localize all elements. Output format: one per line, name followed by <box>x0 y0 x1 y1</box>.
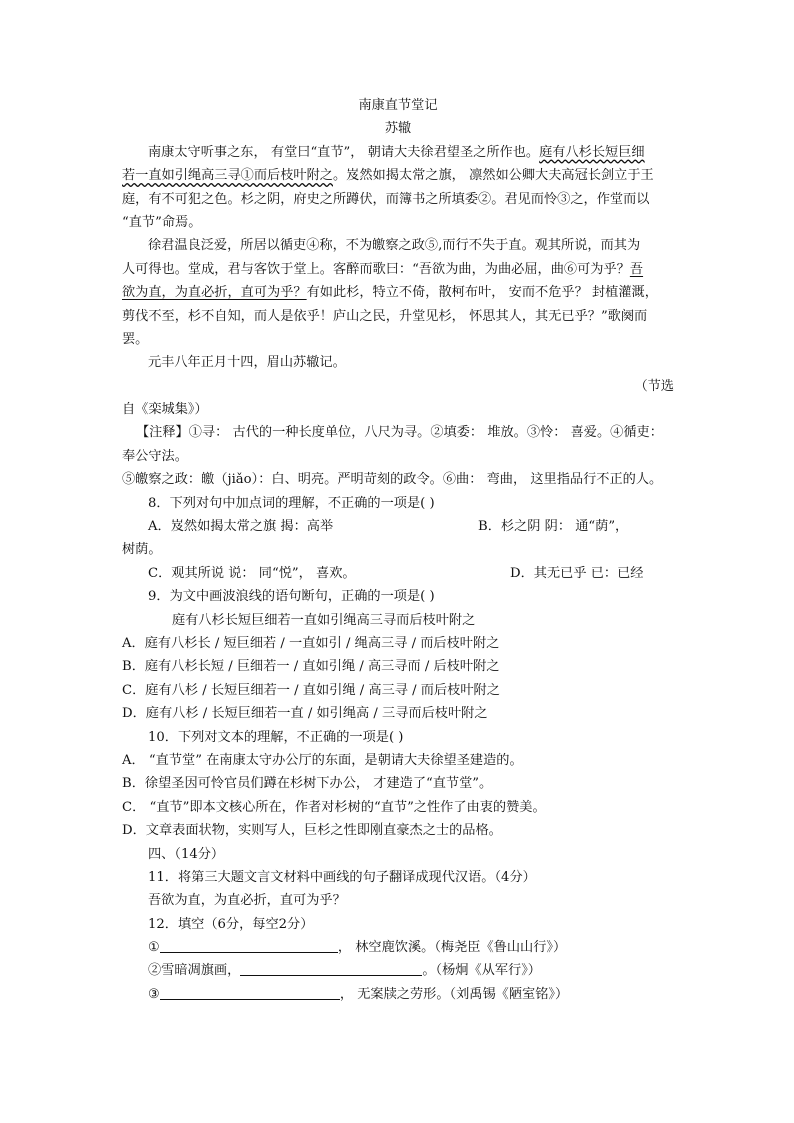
q9-option-c: C．庭有八杉 / 长短巨细若一 / 直如引绳 / 高三寻 / 而后枝叶附之 <box>122 682 500 698</box>
q10-option-b: B．徐望圣因可怜官员们蹲在杉树下办公， 才建造了“直节堂”。 <box>122 776 493 792</box>
wavy-underlined-sentence-cont: 若一直如引绳高三寻①而后枝叶附之 <box>122 168 333 184</box>
q8-stem: 8．下列对句中加点词的理解，不正确的一项是( ) <box>148 495 435 511</box>
q8-options-ab <box>122 515 674 538</box>
q8-option-c: C．观其所说 说： 同“悦”， 喜欢。 <box>148 565 356 581</box>
notes-line-3: ⑤皦察之政：皦（jiǎo）：白、明亮。严明苛刻的政令。⑥曲： 弯曲， 这里指品行不正的人。 <box>122 472 663 488</box>
passage-paragraph-2-line-4: 剪伐不至，杉不自知，而人是依乎！庐山之民，升堂见杉， 怀思其人，其无已乎？”歌阕而 <box>122 308 648 324</box>
passage-paragraph-1-line-4: “直节”命焉。 <box>122 214 202 230</box>
passage-paragraph-2-line-5: 罢。 <box>122 331 149 347</box>
q9-stem: 9．为文中画波浪线的语句断句，正确的一项是( ) <box>148 589 435 605</box>
q11-stem: 11．将第三大题文言文材料中画线的句子翻译成现代汉语。（4分） <box>148 869 536 885</box>
q8-option-d: D．其无已乎 已：已经 <box>510 565 644 581</box>
q9-option-b: B．庭有八杉长短 / 巨细若一 / 直如引绳 / 高三寻而 / 后枝叶附之 <box>122 659 500 675</box>
passage-paragraph-1-line-3: 庭，有不可犯之色。杉之阴，府史之所蹲伏，而簿书之所填委②。君见而怜③之，作堂而以 <box>122 191 650 207</box>
notes-line-2: 奉公守法。 <box>122 448 188 464</box>
q10-option-a: A． “直节堂” 在南康太守办公厅的东面，是朝请大夫徐望圣建造的。 <box>122 752 523 768</box>
q8-options-cd <box>122 562 674 585</box>
q11-sentence: 吾欲为直，为直必折，直可为乎？ <box>148 893 346 909</box>
underlined-sentence: 吾 <box>629 261 644 277</box>
source-citation-2: 自《栾城集》） <box>122 402 208 418</box>
exam-page <box>122 94 674 1006</box>
q9-sentence: 庭有八杉长短巨细若一直如引绳高三寻而后枝叶附之 <box>172 612 476 628</box>
section-4-heading: 四、（14分） <box>148 846 225 862</box>
q9-option-a: A．庭有八杉长 / 短巨细若 / 一直如引 / 绳高三寻 / 而后枝叶附之 <box>122 635 500 651</box>
wavy-underlined-sentence: 庭有八杉长短巨细 <box>539 144 645 160</box>
q12-blank-line-2: ②雪暗凋旗画， 。（杨炯《从军行》） <box>148 963 541 979</box>
passage-title: 南康直节堂记 <box>358 98 438 113</box>
q9-option-d: D．庭有八杉 / 长短巨细若一直 / 如引绳高 / 三寻而后枝叶附之 <box>122 706 488 722</box>
q12-blank-line-1: ① ， 林空鹿饮溪。（梅尧臣《鲁山山行》） <box>148 940 567 956</box>
q8-option-a: A．岌然如揭太常之旗 揭：高举 <box>148 519 334 535</box>
q10-stem: 10．下列对文本的理解，不正确的一项是( ) <box>148 729 404 745</box>
answer-blank-1[interactable] <box>160 938 338 953</box>
underlined-sentence-cont: 欲为直，为直必折，直可为乎？ <box>122 285 307 301</box>
passage-paragraph-3: 元丰八年正月十四，眉山苏辙记。 <box>148 355 346 371</box>
q10-option-d: D．文章表面状物，实则写人，巨杉之性即刚直豪杰之士的品格。 <box>122 823 502 839</box>
passage-paragraph-2-line-2: 人可得也。堂成，君与客饮于堂上。客醉而歌曰：“吾欲为曲，为曲必屈，曲⑥可为乎？吾 <box>122 261 644 277</box>
passage-paragraph-1-line-2: 若一直如引绳高三寻①而后枝叶附之。岌然如揭太常之旗， 凛然如公卿大夫高冠长剑立于王 <box>122 168 654 184</box>
source-citation-1: （节选 <box>634 378 674 394</box>
answer-blank-2[interactable] <box>240 961 422 976</box>
passage-paragraph-2-line-3: 欲为直，为直必折，直可为乎？有如此杉，特立不倚，散柯布叶， 安而不危乎？ 封植灌溉， <box>122 285 658 301</box>
answer-blank-3[interactable] <box>160 985 340 1000</box>
notes-line-1: 【注释】①寻： 古代的一种长度单位，八尺为寻。②填委： 堆放。③怜： 喜爱。④循吏： <box>136 425 663 441</box>
q8-option-b-cont: 树荫。 <box>122 542 162 558</box>
passage-paragraph-1-line-1: 南康太守听事之东， 有堂曰“直节”， 朝请大夫徐君望圣之所作也。庭有八杉长短巨细 <box>148 144 645 160</box>
q8-option-b: B．杉之阴 阴： 通“荫”， <box>478 519 629 535</box>
q12-blank-line-3: ③ ， 无案牍之劳形。（刘禹锡《陋室铭》） <box>148 986 569 1002</box>
q12-stem: 12．填空（6分，每空2分） <box>148 916 314 932</box>
passage-paragraph-2-line-1: 徐君温良泛爱，所居以循吏④称，不为皦察之政⑤,而行不失于直。观其所说，而其为 <box>148 238 641 254</box>
passage-author: 苏辙 <box>384 121 412 137</box>
q10-option-c: C． “直节”即本文核心所在，作者对杉树的“直节”之性作了由衷的赞美。 <box>122 799 546 815</box>
